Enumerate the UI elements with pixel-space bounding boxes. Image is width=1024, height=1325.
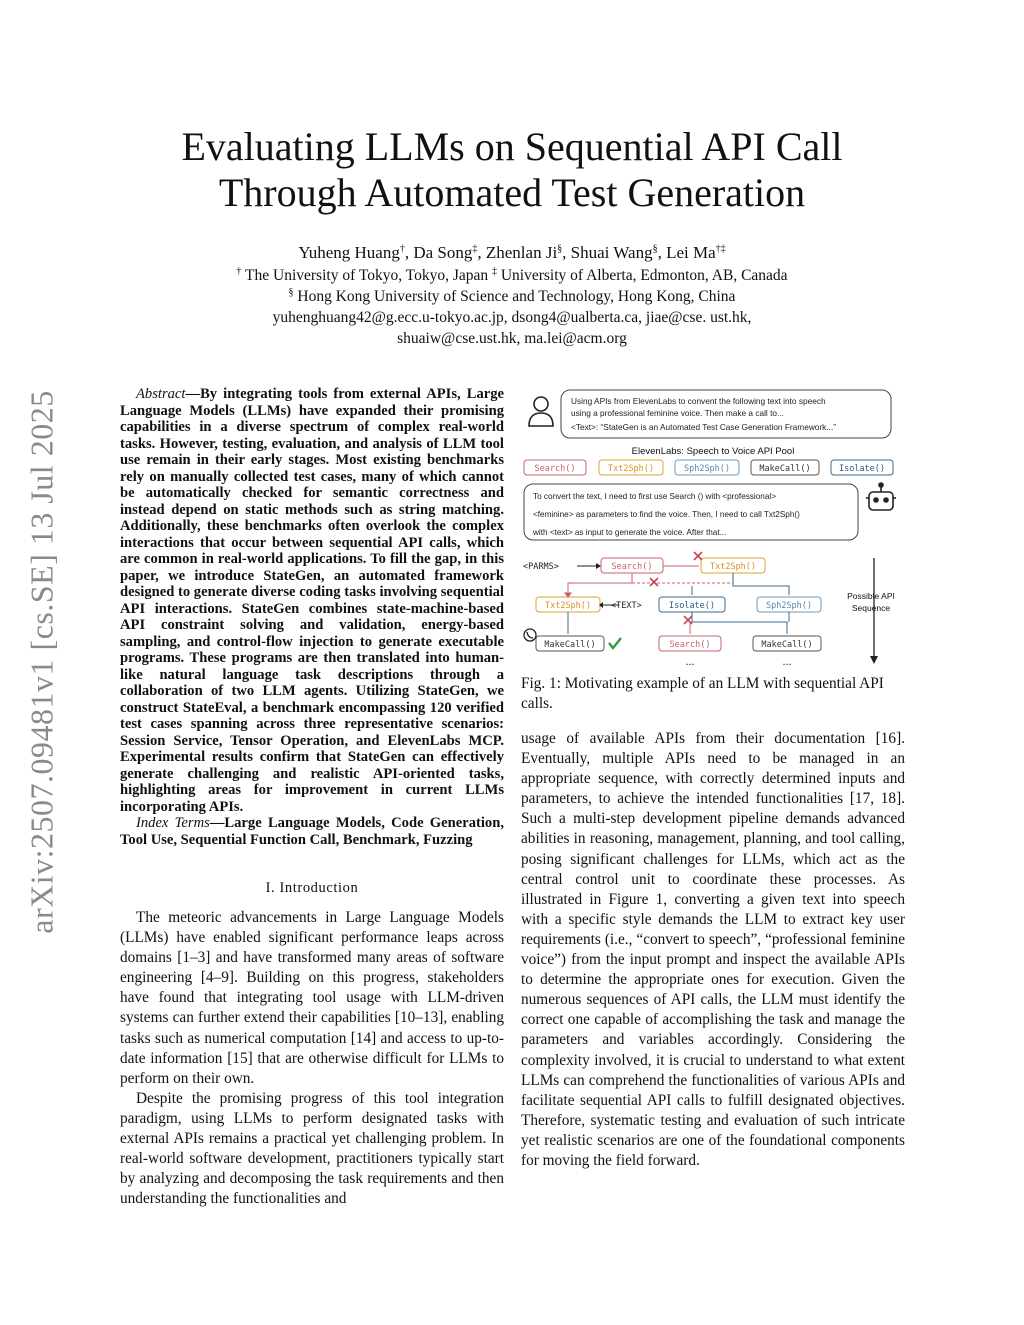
api-makecall-label: MakeCall() <box>759 464 811 474</box>
api-isolate-label: Isolate() <box>838 464 886 474</box>
intro-paragraph-3: usage of available APIs from their documentation [16]. Eventually, multiple APIs need to be managed in an appropriate sequence, with correctly determined inputs and parameters, to achieve the intended functionalities [17, 18]. Such a multi-step development pipeline demands advanced abilities in reasoning, management, planning, and tool calling, posing significant challenges for LLMs, which act as the central control unit to coordinate these processes. As illustrated in Figure 1, converting a given text into speech with a specific style demands the LLM to extract key user requirements (i.e., “convert to speech”, “professional feminine voice”) from the input prompt and inspect the available APIs to determine the appropriate ones for execution. Given the numerous sequences of API calls, the LLM must identify the correct one capable of accomplishing the task and manage the parameters and variables accordingly. Considering the complexity involved, it is crucial to understand to what extent LLMs can comprehend the functionalities of various APIs and facilitate sequential API calls to fulfill designated objectives. Therefore, systematic testing and evaluation of such intricate yet realistic scenarios are one of the foundational components for moving the field forward. <box>521 730 905 1169</box>
affiliation-line-2: § Hong Kong University of Science and Technology, Hong Kong, China <box>288 286 736 305</box>
flow-isolate-label: Isolate() <box>668 601 716 611</box>
robot-icon <box>866 483 896 510</box>
llm-reasoning-line-3: with <text> as input to generate the voice. After that... <box>533 528 727 537</box>
abstract-block <box>120 386 504 848</box>
flow-txt2sph-top-label: Txt2Sph() <box>709 562 757 572</box>
user-prompt-line-3: <Text>: “StateGen is an Automated Test Case Generation Framework...” <box>571 422 837 432</box>
ellipsis: ... <box>782 654 792 668</box>
affiliation-line-1: † The University of Tokyo, Tokyo, Japan ‡ University of Alberta, Edmonton, AB, Canada <box>236 265 788 284</box>
api-search-label: Search() <box>534 464 576 474</box>
user-prompt-line-1: Using APIs from ElevenLabs to convent the following text into speech <box>571 396 826 406</box>
author: Lei Ma <box>666 243 716 262</box>
section-title: I. Introduction <box>265 880 359 896</box>
emails-line-1: yuhenghuang42@g.ecc.u-tokyo.ac.jp, dsong4@ualberta.ca, jiae@cse. ust.hk, <box>272 309 752 326</box>
user-icon <box>529 397 553 426</box>
flow-txt2sph-label: Txt2Sph() <box>544 601 592 611</box>
author: Shuai Wang <box>570 243 653 262</box>
intro-left-column <box>120 908 504 1209</box>
arxiv-stamp: arXiv:2507.09481v1 [cs.SE] 13 Jul 2025 <box>23 390 60 934</box>
text-tag: <TEXT> <box>611 601 642 611</box>
intro-paragraph-1: The meteoric advancements in Large Language Models (LLMs) have enabled significant performance leaps across domains [1–3] and have transformed many areas of software engineering [4–9]. Building on this progress, stakeholders have found that integrating tool usage with LLM-driven systems can further extend their capabilities [10–13], enabling tasks such as numerical computation [14] and access to up-to-date information [15] that are otherwise difficult for LLMs to perform on their own. <box>120 909 504 1087</box>
phone-icon <box>524 629 536 641</box>
title-line-1: Evaluating LLMs on Sequential API Call <box>181 124 843 169</box>
author-list: Yuheng Huang†, Da Song‡, Zhenlan Ji§, Shuai Wang§, Lei Ma†‡ <box>298 243 726 262</box>
index-terms-text: —Large Language Models, Code Generation, Tool Use, Sequential Function Call, Benchmark, Fuzzing <box>120 815 504 848</box>
llm-reasoning-line-1: To convert the text, I need to first use Search () with <professional> <box>533 492 777 501</box>
possible-sequence-label-2: Sequence <box>851 603 891 613</box>
figure-caption: Fig. 1: Motivating example of an LLM with sequential API calls. <box>521 675 884 712</box>
affiliation: University of Alberta, Edmonton, AB, Canada <box>500 267 788 284</box>
affiliation: Hong Kong University of Science and Technology, Hong Kong, China <box>297 288 736 305</box>
flow-makecall-label: MakeCall() <box>544 640 596 650</box>
flow-search-bottom-label: Search() <box>669 640 711 650</box>
author: Zhenlan Ji <box>485 243 558 262</box>
flow-makecall-right-label: MakeCall() <box>761 640 813 650</box>
api-sph2sph-label: Sph2Sph() <box>683 464 731 474</box>
ellipsis: ... <box>685 654 695 668</box>
llm-reasoning-line-2: <feminine> as parameters to find the voice. Then, I need to call Txt2Sph() <box>533 510 800 519</box>
paper-title <box>120 124 904 216</box>
flow-search-label: Search() <box>611 562 653 572</box>
author: Yuheng Huang <box>298 243 400 262</box>
index-terms-label: Index Terms <box>136 815 210 831</box>
abstract-text: —By integrating tools from external APIs, Large Language Models (LLMs) have expanded their promising capabilities in a diverse spectrum of complex real-world tasks. However, testing, evaluation, and analysis of LLM tool use remain in their early stages. Most existing benchmarks rely on manually collected test cases, many of which cannot be automatically checked for semantic correctness and instead depend on static methods such as string matching. Additionally, these benchmarks often overlook the complex interactions that occur between sequential API calls, which are common in real-world applications. To fill the gap, in this paper, we introduce StateGen, an automated framework designed to generate diverse coding tasks involving sequential API interactions. StateGen combines state-machine-based API constraint solving and validation, energy-based sampling, and control-flow injection to generate executable programs. These programs are then translated into human-like natural language task descriptions through a collaboration of two LLM agents. Utilizing StateGen, we construct StateEval, a benchmark encompassing 120 verified test cases spanning across three representative scenarios: Session Service, Tensor Operation, and ElevenLabs MCP. Experimental results confirm that StateGen can effectively generate challenging and realistic API-oriented tasks, highlighting areas for improvement in current LLMs incorporating APIs. <box>120 386 504 815</box>
intro-paragraph-2: Despite the promising progress of this tool integration paradigm, using LLMs to perform designated tasks with external APIs remains a practical yet challenging problem. In real-world software development, practitioners typically start by analyzing and decomposing the task requirements and then understanding the functionalities and <box>120 1089 504 1208</box>
title-line-2: Through Automated Test Generation <box>218 170 806 215</box>
emails-line-2: shuaiw@cse.ust.hk, ma.lei@acm.org <box>397 330 627 347</box>
affiliation: The University of Tokyo, Tokyo, Japan <box>245 267 489 284</box>
possible-sequence-label-1: Possible API <box>847 591 895 601</box>
flow-sph2sph-label: Sph2Sph() <box>765 601 813 611</box>
parms-tag: <PARMS> <box>523 562 559 572</box>
user-prompt-line-2: using a professional feminine voice. Then make a call to... <box>571 408 784 418</box>
api-pool-title: ElevenLabs: Speech to Voice API Pool <box>631 446 795 457</box>
api-txt2sph-label: Txt2Sph() <box>607 464 655 474</box>
author: Da Song <box>413 243 473 262</box>
figure-1 <box>521 386 905 674</box>
abstract-label: Abstract <box>136 386 186 402</box>
success-check-icon <box>609 638 621 648</box>
intro-right-column <box>521 729 905 1171</box>
